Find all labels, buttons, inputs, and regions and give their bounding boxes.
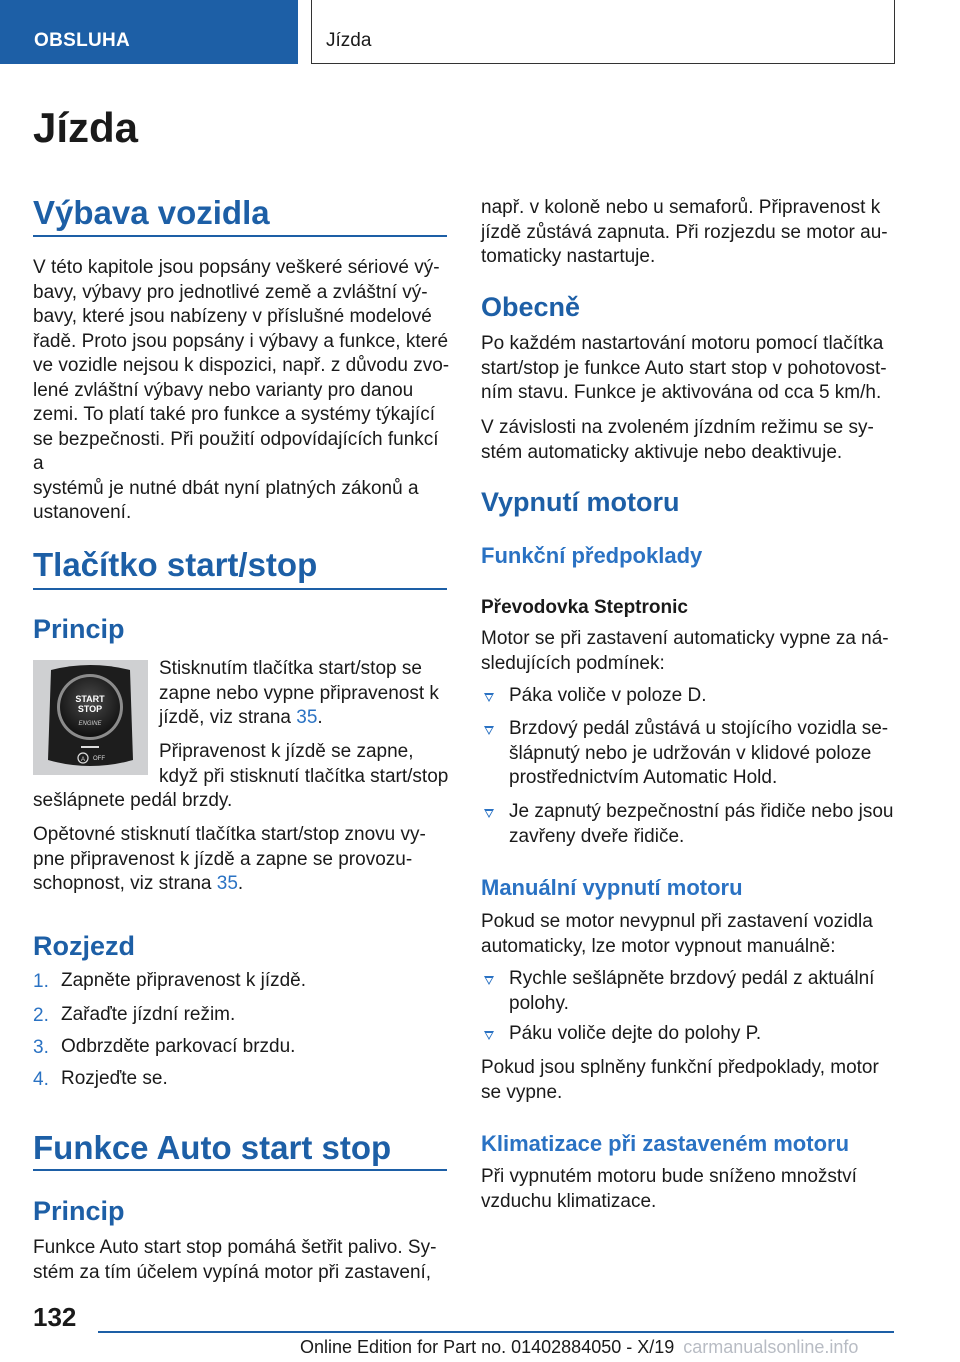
obecne-paragraph-1: Po každém nastartování motoru pomocí tlačítka start/stop je funkce Auto start stop v pohotovost‐ ním stavu. Funkce je aktivována od cca 5 km/h. xyxy=(481,333,887,403)
step-text: Odbrzděte parkovací brzdu. xyxy=(61,1036,296,1057)
edition-footer xyxy=(300,1337,858,1358)
heading-obecne: Obecně xyxy=(481,292,581,322)
section-tab[interactable] xyxy=(0,0,298,64)
princip-paragraph-2a: Připravenost k jízdě se zapne, když při stisknutí tlačítka start/stop xyxy=(159,741,449,787)
step-number: 1. xyxy=(33,971,49,992)
obecne-paragraph-2: V závislosti na zvoleném jízdním režimu se sy‐ stém automaticky aktivuje nebo deaktivuje. xyxy=(481,417,874,463)
step-number: 3. xyxy=(33,1037,49,1058)
heading-princip: Princip xyxy=(33,1196,125,1226)
auto-paragraph: Funkce Auto start stop pomáhá šetřit palivo. Sy‐ stém za tím účelem vypíná motor při zastavení, xyxy=(33,1237,437,1283)
heading-auto-start-stop: Funkce Auto start stop xyxy=(33,1129,392,1166)
step-number: 2. xyxy=(33,1005,49,1026)
heading-rule xyxy=(33,1169,447,1171)
svg-text:A: A xyxy=(80,757,86,763)
step-text: Rozjeďte se. xyxy=(61,1068,168,1089)
bullet-item: Rychle sešlápněte brzdový pedál z aktuální polohy. xyxy=(509,968,875,1014)
heading-rozjezd: Rozjezd xyxy=(33,931,136,961)
princip-paragraph-3: Opětovné stisknutí tlačítka start/stop znovu vy‐ pne připravenost k jízdě a zapne se provozu‐ schopnost, viz strana 35. xyxy=(33,824,426,894)
start-label: START xyxy=(75,694,105,704)
heading-vypnuti-motoru: Vypnutí motoru xyxy=(481,487,680,517)
bullet-triangle-icon xyxy=(484,693,494,702)
princip-paragraph-2b: sešlápnete pedál brzdy. xyxy=(33,790,233,811)
bullet-item: Páka voliče v poloze D. xyxy=(509,685,707,706)
klimatizace-paragraph: Při vypnutém motoru bude sníženo množství vzduchu klimatizace. xyxy=(481,1166,857,1212)
chapter-label: Jízda xyxy=(326,30,372,51)
watermark: carmanualsonline.info xyxy=(683,1337,859,1357)
step-text: Zapněte připravenost k jízdě. xyxy=(61,970,307,991)
bullet-triangle-icon xyxy=(484,976,494,985)
vypnuti-intro: Motor se při zastavení automaticky vypne za ná‐ sledujících podmínek: xyxy=(481,628,889,674)
chapter-header xyxy=(311,0,895,64)
heading-steptronic: Převodovka Steptronic xyxy=(481,597,688,618)
heading-princip: Princip xyxy=(33,614,125,644)
footer-rule xyxy=(98,1331,894,1333)
step-number: 4. xyxy=(33,1069,49,1090)
page-link[interactable]: 35 xyxy=(296,707,318,728)
start-stop-button-image xyxy=(33,660,148,775)
bullet-item: Je zapnutý bezpečnostní pás řidiče nebo jsou zavřeny dveře řidiče. xyxy=(509,801,894,847)
bullet-item: Brzdový pedál zůstává u stojícího vozidla se‐ šlápnutý nebo je udržován v klidové poloze prostřednictvím Automatic Hold. xyxy=(509,718,889,788)
heading-tlacitko: Tlačítko start/stop xyxy=(33,546,318,583)
off-label: OFF xyxy=(93,756,105,762)
heading-rule xyxy=(33,235,447,237)
bullet-triangle-icon xyxy=(484,1031,494,1040)
section-label: OBSLUHA xyxy=(34,30,131,51)
bullet-triangle-icon xyxy=(484,726,494,735)
stop-label: STOP xyxy=(77,704,103,714)
manualni-outro: Pokud jsou splněny funkční předpoklady, motor se vypne. xyxy=(481,1057,879,1103)
princip-paragraph-1: Stisknutím tlačítka start/stop se zapne nebo vypne připravenost k jízdě, viz strana 35. xyxy=(159,658,439,728)
vybava-paragraph: V této kapitole jsou popsány veškeré sériové vý‐ bavy, výbavy pro jednotlivé země a zvláštní vý‐ bavy, které jsou nabízeny v příslušné modelové řadě. Proto jsou popsány i výbavy a funkce, které ve vozidle nejsou k dispozici, např. z důvodu zvo‐ lené zvláštní výbavy nebo varianty pro danou zemi. To platí také pro funkce a systémy týkající se bezpečnosti. Při použití odpovídajících funkcí a systémů je nutné dbát nyní platných zákonů a ustanovení. xyxy=(33,257,450,523)
heading-klimatizace: Klimatizace při zastaveném motoru xyxy=(481,1131,850,1156)
heading-vybava: Výbava vozidla xyxy=(33,194,270,231)
page-title: Jízda xyxy=(33,104,139,151)
step-text: Zařaďte jízdní režim. xyxy=(61,1004,236,1025)
start-stop-button-icon xyxy=(33,660,148,775)
engine-label: ENGINE xyxy=(78,721,102,727)
bullet-item: Páku voliče dejte do polohy P. xyxy=(509,1023,762,1044)
edition-label: Online Edition for Part no. 01402884050 - X/19 xyxy=(300,1337,675,1357)
heading-funkcni-predpoklady: Funkční předpoklady xyxy=(481,543,703,568)
auto-paragraph-continued: např. v koloně nebo u semaforů. Připravenost k jízdě zůstává zapnuta. Při rozjezdu se motor au‐ tomaticky nastartuje. xyxy=(481,197,888,267)
page-link[interactable]: 35 xyxy=(216,873,238,894)
heading-manualni-vypnuti: Manuální vypnutí motoru xyxy=(481,875,743,900)
heading-rule xyxy=(33,588,447,590)
manualni-intro: Pokud se motor nevypnul při zastavení vozidla automaticky, lze motor vypnout manuálně: xyxy=(481,911,873,957)
bullet-triangle-icon xyxy=(484,809,494,818)
page-number: 132 xyxy=(33,1302,77,1332)
